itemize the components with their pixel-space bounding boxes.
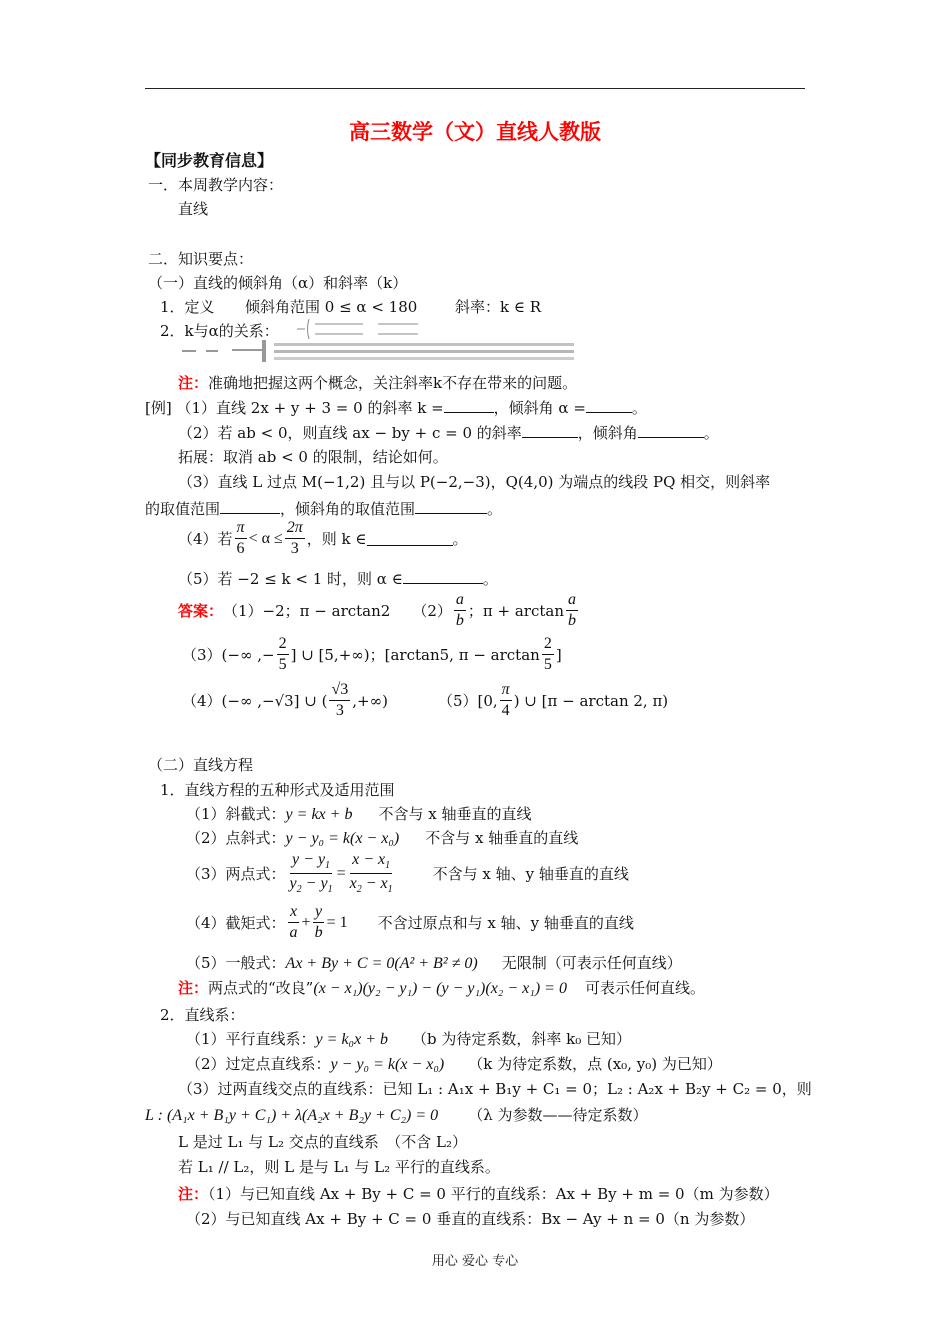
sys1-note: （b 为待定系数，斜率 k₀ 已知） — [412, 1030, 632, 1048]
systems-heading: 2．直线系： — [160, 1006, 245, 1024]
f4-note: 不含过原点和与 x 轴、y 轴垂直的直线 — [377, 914, 634, 932]
relation-formula-image — [293, 316, 423, 342]
q2-b: ，倾斜角 — [577, 424, 638, 442]
a3-c: ] — [555, 645, 562, 664]
note-text: 准确地把握这两个概念，关注斜率k不存在带来的问题。 — [208, 374, 578, 392]
sys3-c: （λ 为参数——待定系数） — [468, 1106, 648, 1124]
q3-c: ，倾斜角的取值范围 — [280, 500, 416, 518]
note2-end: 可表示任何直线。 — [584, 979, 705, 997]
f2-math: y − y₀ = k(x − x₀) — [285, 830, 400, 847]
f2-note: 不含与 x 轴垂直的直线 — [425, 829, 579, 847]
sys3-b: L : (A₁x + B₁y + C₁) + λ(A₂x + B₂y + C₂) = 0 — [145, 1107, 439, 1124]
f1-note: 不含与 x 轴垂直的直线 — [378, 805, 532, 823]
f3: （3）两点式： — [186, 865, 286, 884]
section-header: 【同步教育信息】 — [145, 151, 274, 170]
a3-b: ] ∪ [5,+∞)；[arctan5, π − arctan — [290, 646, 540, 664]
def-range: 倾斜角范围 0 ≤ α < 180 — [245, 298, 418, 316]
sys2-math: y − y₀ = k(x − x₀) — [330, 1056, 445, 1073]
example-tag: [例] — [145, 399, 172, 417]
note3-label: 注： — [178, 1185, 209, 1203]
note2-label: 注： — [178, 979, 209, 997]
q1: （1）直线 2x + y + 3 = 0 的斜率 k = — [176, 399, 444, 417]
a4-b: ,+∞) — [352, 691, 388, 710]
q3-a: （3）直线 L 过点 M(−1,2) 且与以 P(−2,−3)，Q(4,0) 为端点的线段 PQ 相交，则斜率 — [178, 473, 771, 491]
sys1-math: y = k₀x + b — [315, 1031, 389, 1048]
f1: （1）斜截式： — [186, 805, 286, 823]
a4: （4）(−∞ ,−√3] ∪ ( — [182, 692, 328, 710]
p1-title: （一）直线的倾斜角（α）和斜率（k） — [148, 274, 408, 292]
a1: （1）−2；π − arctan2 — [223, 602, 391, 620]
note2-math: (x − x₁)(y₂ − y₁) − (y − y₁)(x₂ − x₁) = 0 — [313, 980, 567, 997]
sys3-e: 若 L₁ // L₂，则 L 是与 L₁ 与 L₂ 平行的直线系。 — [178, 1158, 500, 1176]
a5-b: ) ∪ [π − arctan 2, π) — [513, 691, 669, 710]
sys2-note: （k 为待定系数，点 (x₀, y₀) 为已知） — [468, 1055, 722, 1073]
q1-b: ，倾斜角 α = — [493, 399, 586, 417]
frac-pi6: $\frac{\pi}{6}$ — [236, 519, 245, 557]
top-rule — [145, 88, 805, 89]
sys1: （1）平行直线系： — [186, 1030, 316, 1048]
q4-a: （4）若 — [178, 530, 233, 548]
a3: （3）(−∞ ,− — [182, 646, 275, 664]
f3-note: 不含与 x 轴、y 轴垂直的直线 — [432, 865, 629, 884]
note3-2: （2）与已知直线 Ax + By + C = 0 垂直的直线系：Bx − Ay + n = 0（n 为参数） — [186, 1210, 755, 1228]
answer-label: 答案： — [178, 602, 224, 620]
footer: 用心 爱心 专心 — [431, 1254, 519, 1269]
forms-heading: 1．直线方程的五种形式及适用范围 — [160, 781, 395, 799]
f4: （4）截矩式： — [186, 914, 286, 932]
rel-label: 2．k与α的关系： — [160, 322, 279, 340]
sys3-d: L 是过 L₁ 与 L₂ 交点的直线系 （不含 L₂） — [178, 1133, 467, 1151]
frac-2pi3: $\frac{2\pi}{3}$ — [286, 519, 303, 557]
f5-math: Ax + By + C = 0(A² + B² ≠ 0) — [285, 955, 478, 972]
s1-heading: 一．本周教学内容： — [148, 176, 284, 194]
note3-1: （1）与已知直线 Ax + By + C = 0 平行的直线系：Ax + By + m = 0（m 为参数） — [208, 1185, 779, 1203]
s2-heading: 二．知识要点： — [148, 250, 254, 268]
note-label: 注： — [178, 374, 209, 392]
f1-math: y = kx + b — [285, 806, 353, 823]
q2: （2）若 ab < 0，则直线 ax − by + c = 0 的斜率 — [178, 424, 522, 442]
a2-b: ；π + arctan — [467, 602, 564, 620]
p2-title: （二）直线方程 — [148, 756, 254, 774]
q5: （5）若 −2 ≤ k < 1 时，则 α ∈ — [178, 570, 403, 588]
s1-content: 直线 — [178, 200, 209, 218]
f5: （5）一般式： — [186, 954, 286, 972]
page-title: 高三数学（文）直线人教版 — [349, 120, 601, 144]
a2: （2） — [412, 602, 452, 620]
f5-note: 无限制（可表示任何直线） — [501, 954, 682, 972]
def-label: 1．定义 — [160, 298, 215, 316]
f2: （2）点斜式： — [186, 829, 286, 847]
extension: 拓展：取消 ab < 0 的限制，结论如何。 — [178, 448, 448, 466]
def-slope: 斜率：k ∈ R — [455, 298, 542, 316]
smudged-table-image — [182, 340, 582, 362]
sys2: （2）过定点直线系： — [186, 1055, 331, 1073]
sys3-a: （3）过两直线交点的直线系：已知 L₁ : A₁x + B₁y + C₁ = 0；L₂ : A₂x + B₂y + C₂ = 0，则 — [178, 1080, 812, 1098]
q4-b: ，则 k ∈ — [306, 530, 367, 548]
note2-text: 两点式的“改良” — [208, 979, 314, 997]
q3-b: 的取值范围 — [145, 500, 221, 518]
a5: （5）[0, — [437, 692, 498, 710]
